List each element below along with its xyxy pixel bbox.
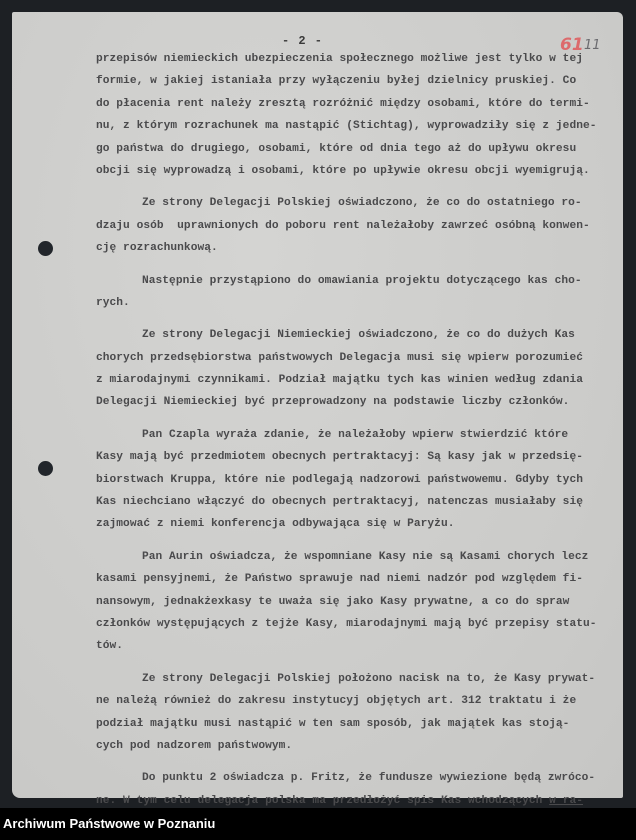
text-line: nu, z którym rozrachunek ma nastąpić (Stichtag), wyprowadziły się z jedne- bbox=[96, 120, 597, 133]
text-line: Następnie przystąpiono do omawiania projektu dotyczącego kas cho- bbox=[142, 274, 582, 287]
text-line: tów. bbox=[96, 640, 124, 653]
text-line: przepisów niemieckich ubezpieczenia społecznego możliwe jest tylko w tej bbox=[96, 53, 583, 65]
paragraph bbox=[96, 767, 616, 812]
text-line: Pan Czapla wyraża zdanie, że należałoby wpierw stwierdzić które bbox=[142, 428, 569, 441]
text-line: kasami pensyjnemi, że Państwo sprawuje nad niemi nadzór pod względem fi- bbox=[96, 573, 583, 586]
pencil-folio-annotation: 11 bbox=[584, 38, 601, 53]
paragraph-gap bbox=[96, 182, 616, 192]
paragraph-gap bbox=[96, 414, 616, 424]
paragraph-gap bbox=[96, 314, 616, 324]
text-line: obcji się wyprowadzą i osobami, które po upływie okresu obcji wyemigrują. bbox=[96, 164, 590, 177]
text-line: Kas niechciano włączyć do obecnych pertraktacyj, natenczas musiałaby się bbox=[96, 496, 583, 509]
underlined-text: w ra- bbox=[549, 794, 583, 807]
text-line: zajmować z niemi konferencja odbywająca się w Paryżu. bbox=[96, 518, 455, 531]
text-line: z miarodajnymi czynnikami. Podział majątku tych kas winien według zdania bbox=[96, 374, 583, 387]
text-line: członków występujących z tejże Kasy, miarodajnymi mają być przepisy statu- bbox=[96, 617, 597, 630]
text-line: formie, w jakiej istaniała przy wyłączeniu byłej dzielnicy pruskiej. Co bbox=[96, 75, 577, 88]
punch-hole bbox=[38, 241, 53, 256]
text-line: cję rozrachunkową. bbox=[96, 242, 218, 255]
text-line: podział majątku musi nastąpić w ten sam sposób, jak majątek kas stoją- bbox=[96, 717, 570, 730]
text-line: cych pod nadzorem państwowym. bbox=[96, 739, 293, 752]
punch-hole bbox=[38, 461, 53, 476]
text-line: ne należą również do zakresu instytucyj objętych art. 312 traktatu i że bbox=[96, 695, 577, 708]
text-line: Delegacji Niemieckiej być przeprowadzony na podstawie liczby członków. bbox=[96, 396, 570, 409]
paragraph-gap bbox=[96, 658, 616, 668]
text-line: Kasy mają być przedmiotem obecnych pertraktacyj: Są kasy jak w przedsię- bbox=[96, 451, 583, 464]
red-folio-annotation: 61 bbox=[560, 35, 584, 55]
text-line: ne. W tym celu delegacja polska ma przedłożyć spis Kas wchodzących w ra- bbox=[96, 794, 583, 807]
paragraph bbox=[96, 668, 616, 758]
text-line: Ze strony Delegacji Niemieckiej oświadczono, że co do dużych Kas bbox=[142, 329, 575, 342]
paragraph bbox=[96, 48, 616, 182]
paragraph bbox=[96, 192, 616, 259]
paragraph bbox=[96, 546, 616, 658]
paragraph bbox=[96, 424, 616, 536]
paragraph bbox=[96, 270, 616, 315]
archive-name: Archiwum Państwowe w Poznaniu bbox=[3, 816, 216, 831]
text-line: Pan Aurin oświadcza, że wspomniane Kasy nie są Kasami chorych lecz bbox=[142, 550, 589, 563]
text-line: dzaju osób uprawnionych do poboru rent należałoby zawrzeć osóbną konwen- bbox=[96, 219, 590, 232]
paragraph bbox=[96, 324, 616, 414]
text-line: do płacenia rent należy zresztą rozróżnić między osobami, które do termi- bbox=[96, 97, 590, 110]
paragraph-gap bbox=[96, 757, 616, 767]
text-line: Ze strony Delegacji Polskiej położono nacisk na to, że Kasy prywat- bbox=[142, 672, 596, 685]
text-line: Do punktu 2 oświadcza p. Fritz, że fundusze wywiezione będą zwróco- bbox=[142, 772, 596, 785]
text-line: Ze strony Delegacji Polskiej oświadczono, że co do ostatniego ro- bbox=[142, 197, 582, 210]
text-line: chorych przedsębiorstwa państwowych Delegacja musi się wpierw porozumieć bbox=[96, 351, 583, 364]
archive-footer-bar bbox=[0, 808, 636, 840]
text-line: biorstwach Kruppa, które nie podlegają nadzorowi państwowemu. Gdyby tych bbox=[96, 473, 583, 486]
text-line: rych. bbox=[96, 296, 130, 309]
paragraph-gap bbox=[96, 260, 616, 270]
typewritten-body bbox=[96, 48, 616, 812]
page-number: - 2 - bbox=[281, 34, 323, 48]
paragraph-gap bbox=[96, 536, 616, 546]
text-line: nansowym, jednakżexkasy te uważa się jako Kasy prywatne, a co do spraw bbox=[96, 595, 570, 608]
text-line: go państwa do drugiego, osobami, które od dnia tego aż do upływu okresu bbox=[96, 142, 577, 155]
